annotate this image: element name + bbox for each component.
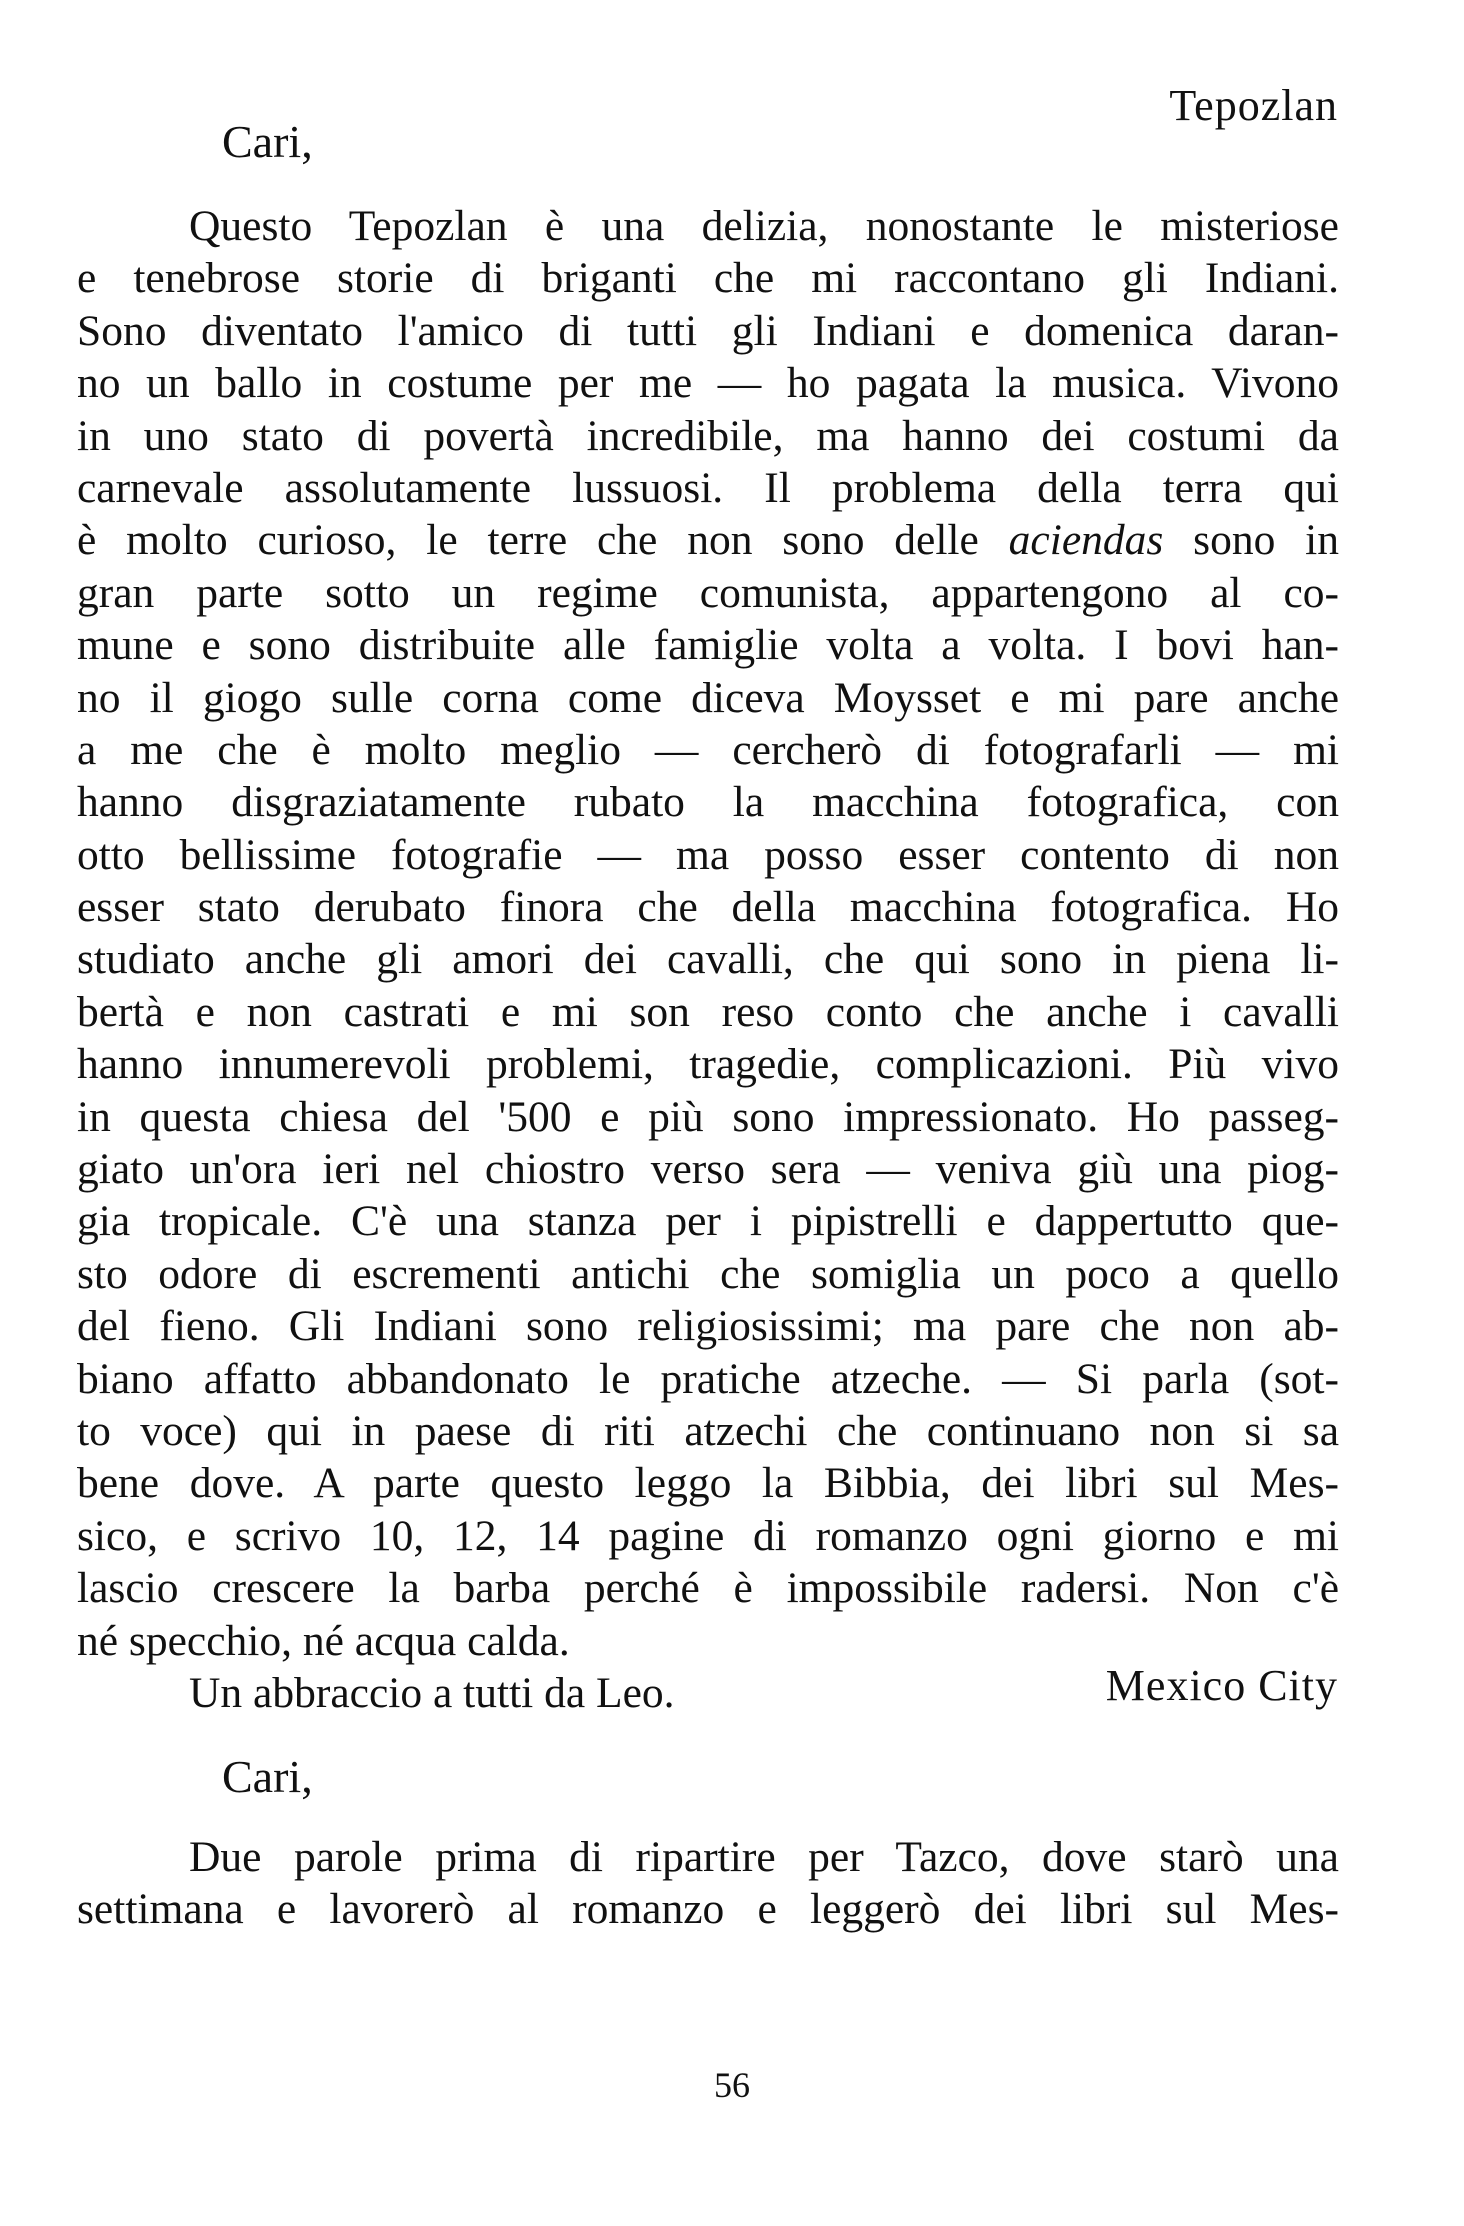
- text-line: otto bellissime fotografie — ma posso esser contento di non: [77, 830, 1339, 879]
- text-line: lascio crescere la barba perché è impossibile radersi. Non c'è: [77, 1564, 1339, 1613]
- text-line: Due parole prima di ripartire per Tazco, dove starò una: [189, 1833, 1339, 1881]
- letter-1-place: Tepozlan: [1169, 81, 1338, 130]
- text-line: in questa chiesa del '500 e più sono impressionato. Ho passeg-: [77, 1092, 1339, 1141]
- text-line: studiato anche gli amori dei cavalli, che qui sono in piena li-: [77, 935, 1339, 984]
- letter-1-body: [77, 200, 1339, 1719]
- text-line: gia tropicale. C'è una stanza per i pipistrelli e dappertutto que-: [77, 1197, 1339, 1246]
- letter-1-salutation: Cari,: [222, 116, 313, 167]
- text-line: a me che è molto meglio — cercherò di fotografarli — mi: [77, 725, 1339, 774]
- text-line: bertà e non castrati e mi son reso conto che anche i cavalli: [77, 987, 1339, 1036]
- text-line: del fieno. Gli Indiani sono religiosissimi; ma pare che non ab-: [77, 1302, 1339, 1351]
- line-text: sono in: [1193, 516, 1340, 565]
- text-line: Sono diventato l'amico di tutti gli Indiani e domenica daran-: [77, 306, 1339, 355]
- letter-2-body: [77, 1831, 1339, 1936]
- text-line: esser stato derubato finora che della macchina fotografica. Ho: [77, 883, 1339, 932]
- page-number: 56: [714, 2065, 750, 2105]
- text-line: no il giogo sulle corna come diceva Moysset e mi pare anche: [77, 673, 1339, 722]
- text-line: sto odore di escrementi antichi che somiglia un poco a quello: [77, 1249, 1339, 1298]
- text-line: in uno stato di povertà incredibile, ma hanno dei costumi da: [77, 411, 1339, 460]
- letter-1-signoff: Un abbraccio a tutti da Leo.: [189, 1668, 675, 1717]
- text-line: sico, e scrivo 10, 12, 14 pagine di romanzo ogni giorno e mi: [77, 1511, 1339, 1560]
- letter-2-place: Mexico City: [1105, 1661, 1338, 1710]
- text-line: gran parte sotto un regime comunista, appartengono al co-: [77, 568, 1339, 617]
- text-line: to voce) qui in paese di riti atzechi che continuano non si sa: [77, 1406, 1339, 1455]
- italic-word: aciendas: [1008, 516, 1164, 565]
- letter-2-salutation: Cari,: [222, 1751, 313, 1802]
- text-line: Questo Tepozlan è una delizia, nonostante le misteriose: [189, 202, 1339, 250]
- line-text: è molto curioso, le terre che non sono delle: [77, 516, 979, 565]
- text-line: mune e sono distribuite alle famiglie volta a volta. I bovi han-: [77, 621, 1339, 670]
- text-line: giato un'ora ieri nel chiostro verso sera — veniva giù una piog-: [77, 1145, 1339, 1194]
- text-line: bene dove. A parte questo leggo la Bibbia, dei libri sul Mes-: [77, 1459, 1339, 1508]
- text-line: hanno disgraziatamente rubato la macchina fotografica, con: [77, 778, 1339, 827]
- text-line: carnevale assolutamente lussuosi. Il problema della terra qui: [77, 463, 1339, 512]
- text-line: biano affatto abbandonato le pratiche atzeche. — Si parla (sot-: [77, 1354, 1339, 1403]
- text-line-with-italic: [77, 514, 1339, 566]
- text-line: né specchio, né acqua calda.: [77, 1616, 570, 1665]
- text-line: settimana e lavorerò al romanzo e leggerò dei libri sul Mes-: [77, 1885, 1339, 1934]
- text-line: hanno innumerevoli problemi, tragedie, complicazioni. Più vivo: [77, 1040, 1339, 1089]
- text-line: e tenebrose storie di briganti che mi raccontano gli Indiani.: [77, 254, 1339, 303]
- text-line: no un ballo in costume per me — ho pagata la musica. Vivono: [77, 359, 1339, 408]
